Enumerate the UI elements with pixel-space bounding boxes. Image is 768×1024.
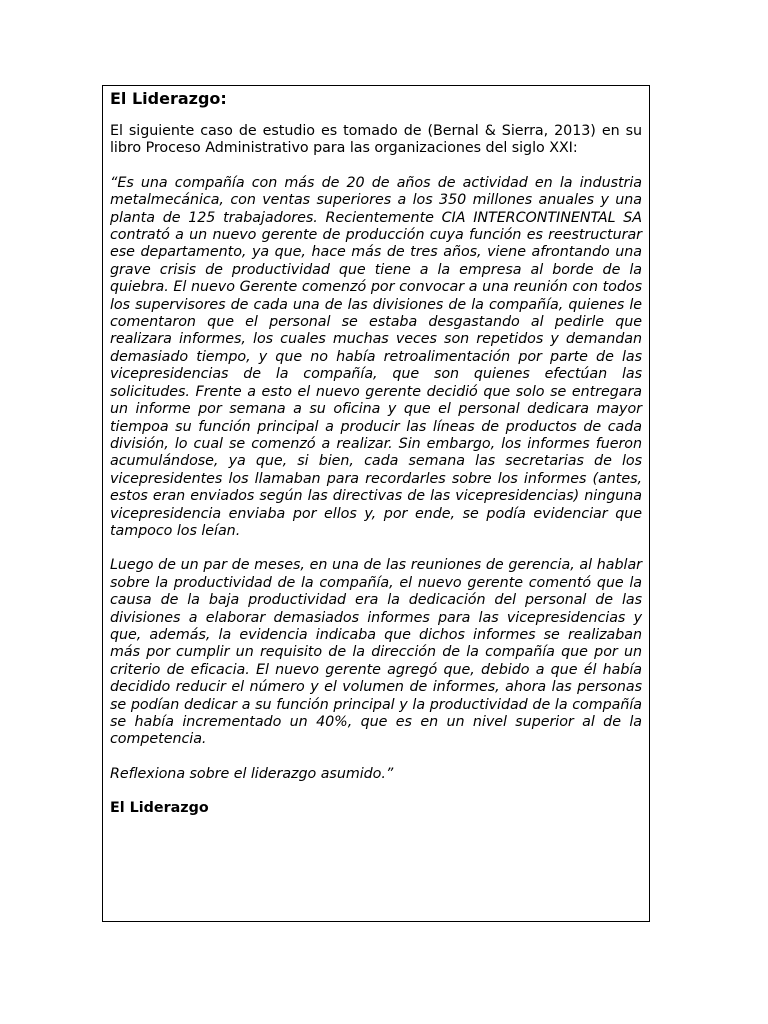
- case-paragraph-1: “Es una compañía con más de 20 de años de actividad en la industria metalmecánica, con ventas superiores a los 350 millones anuales y una planta de 125 trabajadores. Recientemente CIA INTERCONTINENTAL SA contrató a un nuevo gerente de producción cuya función es reestructurar ese departamento, ya que, hace más de tres años, viene afrontando una grave crisis de productividad que tiene a la empresa al borde de la quiebra. El nuevo Gerente comenzó por convocar a una reunión con todos los supervisores de cada una de las divisiones de la compañía, quienes le comentaron que el personal se estaba desgastando al pedirle que realizara informes, los cuales muchas veces son repetidos y demandan demasiado tiempo, y que no había retroalimentación por parte de las vicepresidencias de la compañía, que son quienes efectúan las solicitudes. Frente a esto el nuevo gerente decidió que solo se entregara un informe por semana a su oficina y que el personal dedicara mayor tiempoa su función principal a producir las líneas de productos de cada división, lo cual se comenzó a realizar. Sin embargo, los informes fueron acumulándose, ya que, si bien, cada semana las secretarias de los vicepresidentes los llamaban para recordarles sobre los informes (antes, estos eran enviados según las directivas de las vicepresidencias) ninguna vicepresidencia enviaba por ellos y, por ende, se podía evidenciar que tampoco los leían.: [110, 174, 642, 539]
- case-paragraph-2: Luego de un par de meses, en una de las reuniones de gerencia, al hablar sobre la productividad de la compañía, el nuevo gerente comentó que la causa de la baja productividad era la dedicación del personal de las divisiones a elaborar demasiados informes para las vicepresidencias y que, además, la evidencia indicaba que dichos informes se realizaban más por cumplir un requisito de la dirección de la compañía que por un criterio de eficacia. El nuevo gerente agregó que, debido a que él había decidido reducir el número y el volumen de informes, ahora las personas se podían dedicar a su función principal y la productividad de la compañía se había incrementado un 40%, que es en un nivel superior al de la competencia.: [110, 557, 642, 748]
- footer-heading: El Liderazgo: [110, 800, 209, 817]
- reflection-paragraph: Reflexiona sobre el liderazgo asumido.”: [110, 765, 394, 782]
- intro-paragraph: El siguiente caso de estudio es tomado de (Bernal & Sierra, 2013) en su libro Proceso Administrativo para las organizaciones del siglo XXI:: [110, 123, 642, 157]
- document-frame: [102, 85, 650, 922]
- document-title: El Liderazgo:: [110, 89, 227, 108]
